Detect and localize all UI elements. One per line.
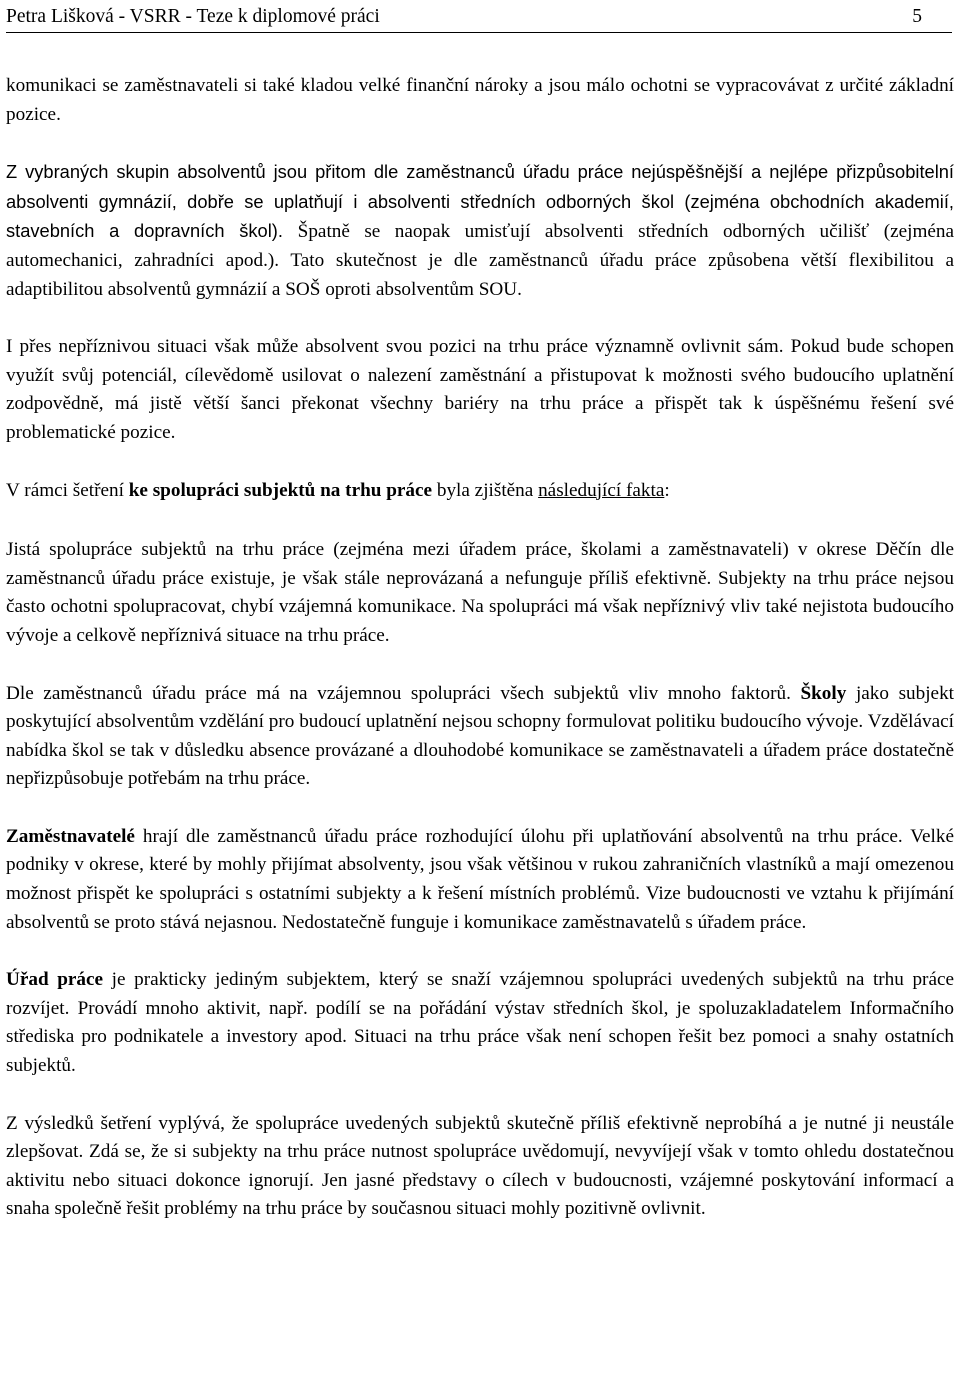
bold-term-zamestnavatele: Zaměstnavatelé xyxy=(6,825,135,847)
page-number: 5 xyxy=(912,6,922,27)
bold-phrase: ke spolupráci subjektů na trhu práce xyxy=(128,479,433,501)
paragraph-2-sans-text: Z vybraných skupin absolventů jsou přitom dle zaměstnanců úřadu práce nejúspěšnější a nejlépe přizpůsobitelní absolventi gymnázií, dobře se uplatňují i absolventi středních odborných škol (zejména obchodních akademií, stavebních a dopravních škol). xyxy=(6,161,954,242)
page-header xyxy=(6,2,952,33)
header-title: Petra Lišková - VSRR - Teze k diplomové práci xyxy=(6,6,380,27)
paragraph-9: Z výsledků šetření vyplývá, že spolupráce uvedených subjektů skutečně příliš efektivně neprobíhá a je nutné ji neustále zlepšovat. Zdá se, že si subjekty na trhu práce nutnost spolupráce uvědomují, nevyvíjejí však v tomto ohledu dostatečnou aktivitu nebo situaci dokonce ignorují. Jen jasné představy o cílech v budoucnosti, vzájemné poskytování informací a snaha společně řešit problémy na trhu práce by současnou situaci mohly pozitivně ovlivnit. xyxy=(6,1112,954,1220)
paragraph-8: Úřad práce je prakticky jediným subjektem, který se snaží vzájemnou spolupráci uvedených subjektů na trhu práce rozvíjet. Provádí mnoho aktivit, např. podílí se na pořádání výstav středních škol, je spoluzakladatelem Informačního střediska pro podnikatele a investory apod. Situaci na trhu práce však není schopen řešit bez pomoci a snahy ostatních subjektů. xyxy=(6,969,954,1077)
paragraph-2: Z vybraných skupin absolventů jsou přitom dle zaměstnanců úřadu práce nejúspěšnější a nejlépe přizpůsobitelní absolventi gymnázií, dobře se uplatňují i absolventi středních odborných škol (zejména obchodních akademií, stavebních a dopravních škol). Špatně se naopak umisťují absolventi středních odborných učilišť (zejména automechanici, zahradníci apod.). Tato skutečnost je dle zaměstnanců úřadu práce způsobena větší flexibilitou a adaptibilitou absolventů gymnázií a SOŠ oproti absolventům SOU. xyxy=(6,161,954,300)
paragraph-7: Zaměstnavatelé hrají dle zaměstnanců úřadu práce rozhodující úlohu při uplatňování absolventů na trhu práce. Velké podniky v okrese, které by mohly přijímat absolventy, jsou však většinou v rukou zahraničních vlastníků a mají omezenou možnost přispět ke spolupráci s ostatními subjekty a k řešení místních problémů. Vize budoucnosti ve vztahu k přijímání absolventů se proto stává nejasnou. Nedostatečně funguje i komunikace zaměstnavatelů s úřadem práce. xyxy=(6,825,954,933)
underlined-phrase: následující fakta xyxy=(538,479,665,501)
paragraph-5: Jistá spolupráce subjektů na trhu práce (zejména mezi úřadem práce, školami a zaměstnavateli) v okrese Děčín dle zaměstnanců úřadu práce existuje, je však stále neprovázaná a nefunguje příliš efektivně. Subjekty na trhu práce nejsou často ochotni spolupracovat, chybí vzájemná komunikace. Na spolupráci má však nepříznivý vliv také nejistota budoucího vývoje a celkově nepříznivá situace na trhu práce. xyxy=(6,539,954,646)
paragraph-3: I přes nepříznivou situaci však může absolvent svou pozici na trhu práce významně ovlivnit sám. Pokud bude schopen využít svůj potenciál, cílevědomě usilovat o nalezení zaměstnání a přistupovat k možnosti svého budoucího uplatnění zodpovědně, má jistě větší šanci překonat všechny bariéry na trhu práce a přispět tak k úspěšnému řešení své problematické pozice. xyxy=(6,336,954,443)
paragraph-1: komunikaci se zaměstnavateli si také kladou velké finanční nároky a jsou málo ochotni se vypracovávat z určité základní pozice. xyxy=(6,75,954,125)
bold-term-urad-prace: Úřad práce xyxy=(6,969,104,991)
paragraph-6: Dle zaměstnanců úřadu práce má na vzájemnou spolupráci všech subjektů vliv mnoho faktorů. Školy jako subjekt poskytující absolventům vzdělání pro budoucí uplatnění nejsou schopny formulovat politiku budoucího vývoje. Vzdělávací nabídka škol se tak v důsledku absence provázané a dlouhodobé komunikace se zaměstnavateli a úřadem práce dostatečně nepřizpůsobuje potřebám na trhu práce. xyxy=(6,682,954,790)
paragraph-4: V rámci šetření ke spolupráci subjektů na trhu práce byla zjištěna následující fakta: xyxy=(6,479,670,501)
document-body xyxy=(6,72,954,1253)
bold-term-skoly: Školy xyxy=(800,682,847,704)
